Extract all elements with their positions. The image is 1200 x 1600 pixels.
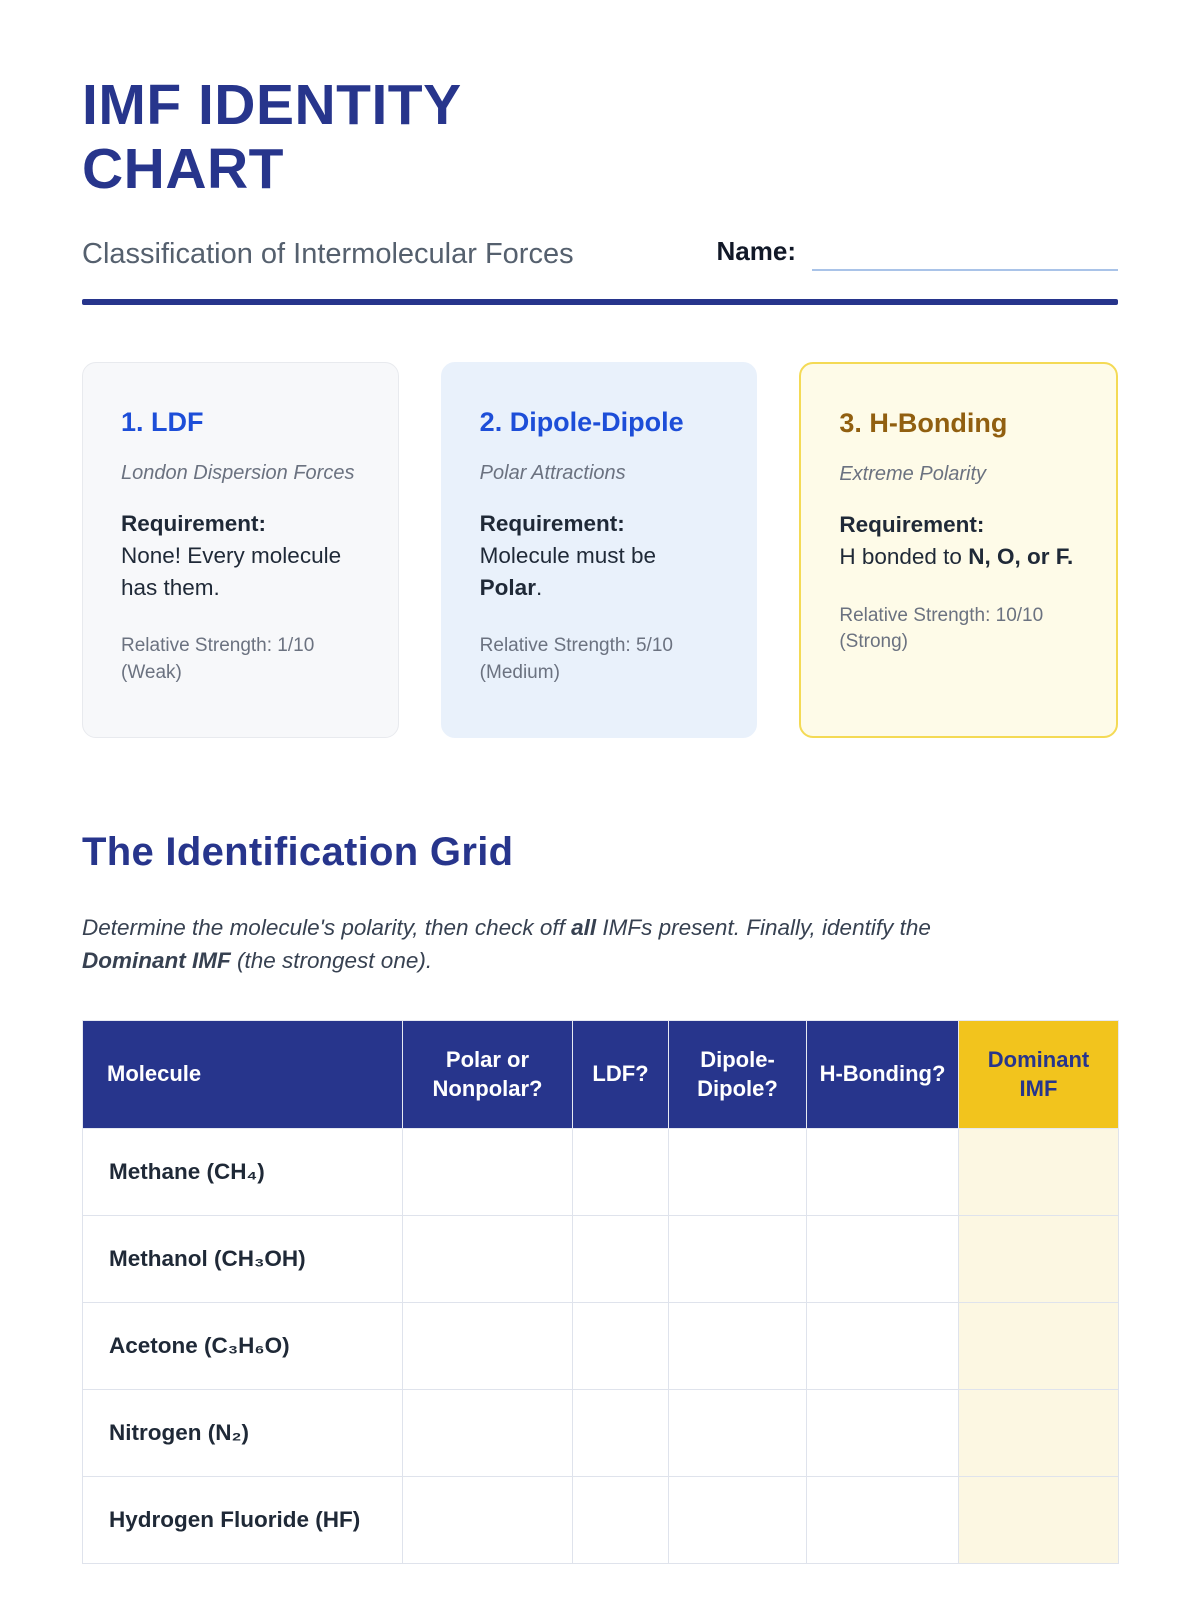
card-ldf-strength: Relative Strength: 1/10 (Weak) (121, 635, 315, 684)
card-hbond-requirement (839, 509, 1078, 573)
requirement-text: H bonded to (839, 543, 969, 569)
answer-cell-hbonding[interactable] (807, 1129, 959, 1216)
molecule-name: Methane (CH₄) (83, 1129, 403, 1216)
answer-cell-dipole[interactable] (669, 1129, 807, 1216)
answer-cell-polar[interactable] (403, 1216, 573, 1303)
header-ldf: LDF? (573, 1021, 669, 1129)
card-hbond-strength: Relative Strength: 10/10 (Strong) (839, 604, 1044, 653)
requirement-text-bold: Polar (479, 574, 536, 600)
answer-cell-dominant[interactable] (959, 1303, 1119, 1390)
name-label: Name: (716, 235, 796, 266)
answer-cell-dipole[interactable] (669, 1477, 807, 1564)
card-ldf-requirement (121, 508, 360, 604)
requirement-label: Requirement: (839, 511, 985, 537)
section-heading: The Identification Grid (82, 829, 514, 874)
molecule-name: Methanol (CH₃OH) (83, 1216, 403, 1303)
table-row-hydrogen-fluoride (83, 1477, 1119, 1564)
answer-cell-ldf[interactable] (573, 1129, 669, 1216)
card-dipole-strength: Relative Strength: 5/10 (Medium) (479, 635, 673, 684)
page-subtitle: Classification of Intermolecular Forces (82, 237, 574, 270)
card-ldf-tagline: London Dispersion Forces (121, 461, 355, 484)
answer-cell-hbonding[interactable] (807, 1390, 959, 1477)
table-header-row (83, 1021, 1119, 1129)
answer-cell-polar[interactable] (403, 1303, 573, 1390)
answer-cell-ldf[interactable] (573, 1390, 669, 1477)
answer-cell-ldf[interactable] (573, 1477, 669, 1564)
instruction-part: IMFs present. Finally, identify the (596, 914, 931, 940)
answer-cell-dominant[interactable] (959, 1477, 1119, 1564)
answer-cell-ldf[interactable] (573, 1216, 669, 1303)
instruction-bold: all (571, 914, 597, 940)
name-input-line[interactable] (812, 239, 1118, 271)
identification-table (82, 1020, 1119, 1564)
requirement-text-bold: N, O, or F. (968, 543, 1074, 569)
card-ldf (82, 362, 399, 738)
card-dipole-heading: 2. Dipole-Dipole (479, 406, 684, 437)
table-row-methanol (83, 1216, 1119, 1303)
answer-cell-dipole[interactable] (669, 1303, 807, 1390)
answer-cell-dominant[interactable] (959, 1216, 1119, 1303)
header-molecule: Molecule (83, 1021, 403, 1129)
grid-instruction (82, 911, 1037, 979)
requirement-text: None! Every molecule has them. (121, 542, 342, 600)
page-title (82, 74, 1118, 202)
requirement-text: Molecule must be (479, 542, 657, 568)
molecule-name: Nitrogen (N₂) (83, 1390, 403, 1477)
requirement-text-post: . (535, 574, 543, 600)
answer-cell-dipole[interactable] (669, 1216, 807, 1303)
answer-cell-dipole[interactable] (669, 1390, 807, 1477)
imf-cards (82, 362, 1118, 738)
card-hbond-tagline: Extreme Polarity (839, 462, 987, 485)
header-polar: Polar or Nonpolar? (403, 1021, 573, 1129)
card-dipole-dipole (441, 362, 758, 738)
page-title-line1: IMF IDENTITY (82, 73, 462, 137)
answer-cell-polar[interactable] (403, 1390, 573, 1477)
requirement-label: Requirement: (479, 510, 625, 536)
answer-cell-polar[interactable] (403, 1477, 573, 1564)
card-h-bonding (799, 362, 1118, 738)
page-title-line2: CHART (82, 136, 284, 201)
molecule-name: Acetone (C₃H₆O) (83, 1303, 403, 1390)
header-dominant-imf: Dominant IMF (959, 1021, 1119, 1129)
answer-cell-dominant[interactable] (959, 1390, 1119, 1477)
card-hbond-heading: 3. H-Bonding (839, 407, 1008, 438)
answer-cell-hbonding[interactable] (807, 1216, 959, 1303)
molecule-name: Hydrogen Fluoride (HF) (83, 1477, 403, 1564)
identification-grid-section (82, 830, 1118, 1565)
answer-cell-ldf[interactable] (573, 1303, 669, 1390)
header-dipole: Dipole-Dipole? (669, 1021, 807, 1129)
answer-cell-dominant[interactable] (959, 1129, 1119, 1216)
table-row-acetone (83, 1303, 1119, 1390)
card-dipole-requirement (480, 508, 719, 604)
card-dipole-tagline: Polar Attractions (479, 461, 626, 484)
table-row-nitrogen (83, 1390, 1119, 1477)
header-hbonding: H-Bonding? (807, 1021, 959, 1129)
answer-cell-hbonding[interactable] (807, 1303, 959, 1390)
instruction-bold: Dominant IMF (82, 948, 231, 974)
instruction-part: Determine the molecule's polarity, then check off (82, 914, 572, 940)
header-divider (82, 299, 1118, 305)
instruction-part: (the strongest one). (230, 948, 433, 974)
answer-cell-hbonding[interactable] (807, 1477, 959, 1564)
name-area (717, 236, 1118, 271)
card-ldf-heading: 1. LDF (121, 406, 204, 437)
subtitle-row (82, 236, 1118, 271)
requirement-label: Requirement: (121, 510, 267, 536)
table-row-methane (83, 1129, 1119, 1216)
worksheet-header (82, 74, 1118, 305)
answer-cell-polar[interactable] (403, 1129, 573, 1216)
